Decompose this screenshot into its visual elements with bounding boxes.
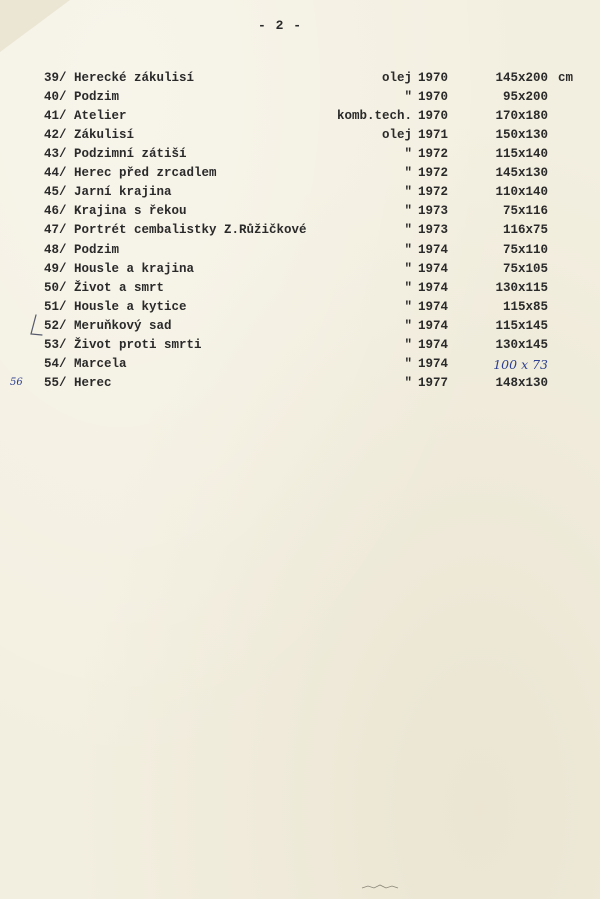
list-item [0, 166, 600, 185]
page-number: - 2 - [257, 18, 302, 33]
list-item [0, 223, 600, 242]
artwork-year: 1972 [418, 147, 449, 162]
item-number: 52/ [44, 318, 67, 333]
margin-note: 56 [10, 377, 23, 388]
artwork-title: Podzimní zátiší [74, 147, 187, 162]
artwork-title: Meruňkový sad [74, 318, 172, 333]
list-item [0, 376, 600, 395]
artwork-size: 95x200 [502, 90, 548, 105]
artwork-title: Portrét cembalistky Z.Růžičkové [74, 223, 307, 238]
paper-speck [360, 884, 400, 890]
list-item [0, 185, 600, 204]
artwork-medium: " [404, 337, 412, 352]
artwork-size: 110x140 [495, 185, 548, 200]
artwork-medium: " [404, 242, 412, 257]
artwork-year: 1974 [418, 337, 449, 352]
artwork-title: Atelier [74, 109, 127, 124]
item-number: 43/ [44, 147, 67, 162]
artwork-size: 150x130 [495, 128, 548, 143]
artwork-title: Housle a kytice [74, 299, 187, 314]
item-number: 47/ [44, 223, 67, 238]
artwork-medium: " [404, 204, 412, 219]
artwork-year: 1970 [418, 109, 449, 124]
artwork-size: 116x75 [502, 223, 548, 238]
artwork-year: 1970 [418, 71, 449, 85]
list-item [0, 243, 600, 262]
artwork-size: 130x145 [495, 337, 548, 352]
artwork-title: Herec [74, 375, 112, 390]
artwork-medium: komb.tech. [336, 109, 412, 124]
artwork-year: 1972 [418, 166, 449, 181]
artwork-medium: olej [381, 128, 412, 143]
artwork-medium: " [404, 375, 412, 390]
artwork-year: 1974 [418, 242, 449, 257]
item-number: 41/ [44, 109, 67, 124]
artwork-title: Podzim [74, 90, 120, 105]
artwork-title: Housle a krajina [74, 261, 195, 276]
artwork-size: 75x105 [502, 261, 548, 276]
artwork-medium: " [404, 90, 412, 105]
artwork-medium: " [404, 318, 412, 333]
list-item [0, 204, 600, 223]
artwork-title: Herecké zákulisí [74, 71, 195, 85]
item-number: 39/ [44, 71, 67, 85]
artwork-year: 1974 [418, 318, 449, 333]
artwork-medium: olej [381, 71, 412, 85]
artwork-medium: " [404, 356, 412, 371]
list-item [0, 128, 600, 147]
artwork-title: Podzim [74, 242, 120, 257]
item-number: 48/ [44, 242, 67, 257]
artwork-size: 115x85 [502, 299, 548, 314]
item-number: 51/ [44, 299, 67, 314]
artwork-title: Herec před zrcadlem [74, 166, 217, 181]
list-item [0, 357, 600, 376]
artwork-size: 115x140 [495, 147, 548, 162]
artwork-medium: " [404, 261, 412, 276]
artwork-year: 1974 [418, 261, 449, 276]
item-number: 50/ [44, 280, 67, 295]
list-item [0, 338, 600, 357]
list-item [0, 281, 600, 300]
item-number: 44/ [44, 166, 67, 181]
list-item [0, 262, 600, 281]
artwork-title: Zákulisí [74, 128, 135, 143]
artwork-size: 75x116 [502, 204, 548, 219]
item-number: 49/ [44, 261, 67, 276]
artwork-size: 130x115 [495, 280, 548, 295]
list-item [0, 109, 600, 128]
artwork-medium: " [404, 185, 412, 200]
artwork-year: 1974 [418, 280, 449, 295]
size-unit: cm [558, 71, 574, 85]
artwork-year: 1972 [418, 185, 449, 200]
artwork-size: 145x130 [495, 166, 548, 181]
artwork-year: 1971 [418, 128, 449, 143]
artwork-year: 1974 [418, 299, 449, 314]
artwork-year: 1973 [418, 223, 449, 238]
artwork-medium: " [404, 280, 412, 295]
item-number: 40/ [44, 90, 67, 105]
item-number: 54/ [44, 356, 67, 371]
item-number: 55/ [44, 375, 67, 390]
list-item [0, 90, 600, 109]
artwork-size: 115x145 [495, 318, 548, 333]
artwork-size: 145x200 [495, 71, 548, 85]
list-item [0, 300, 600, 319]
check-mark-icon [28, 314, 44, 340]
artwork-year: 1970 [418, 90, 449, 105]
artwork-size: 75x110 [502, 242, 548, 257]
item-number: 45/ [44, 185, 67, 200]
item-number: 46/ [44, 204, 67, 219]
artwork-title: Jarní krajina [74, 185, 172, 200]
artwork-title: Marcela [74, 356, 127, 371]
list-item [0, 319, 600, 338]
artwork-title: Krajina s řekou [74, 204, 187, 219]
artwork-size: 148x130 [495, 375, 548, 390]
artwork-medium: " [404, 299, 412, 314]
artwork-year: 1974 [418, 356, 449, 371]
artwork-medium: " [404, 223, 412, 238]
artwork-medium: " [404, 147, 412, 162]
artwork-medium: " [404, 166, 412, 181]
artwork-size: 170x180 [495, 109, 548, 124]
list-item [0, 147, 600, 166]
list-item [0, 71, 600, 90]
artwork-year: 1977 [418, 375, 449, 390]
artwork-title: Život proti smrti [74, 337, 202, 352]
item-number: 42/ [44, 128, 67, 143]
artwork-year: 1973 [418, 204, 449, 219]
item-number: 53/ [44, 337, 67, 352]
artwork-title: Život a smrt [74, 280, 165, 295]
artwork-size: 100 x 73 [493, 356, 548, 372]
